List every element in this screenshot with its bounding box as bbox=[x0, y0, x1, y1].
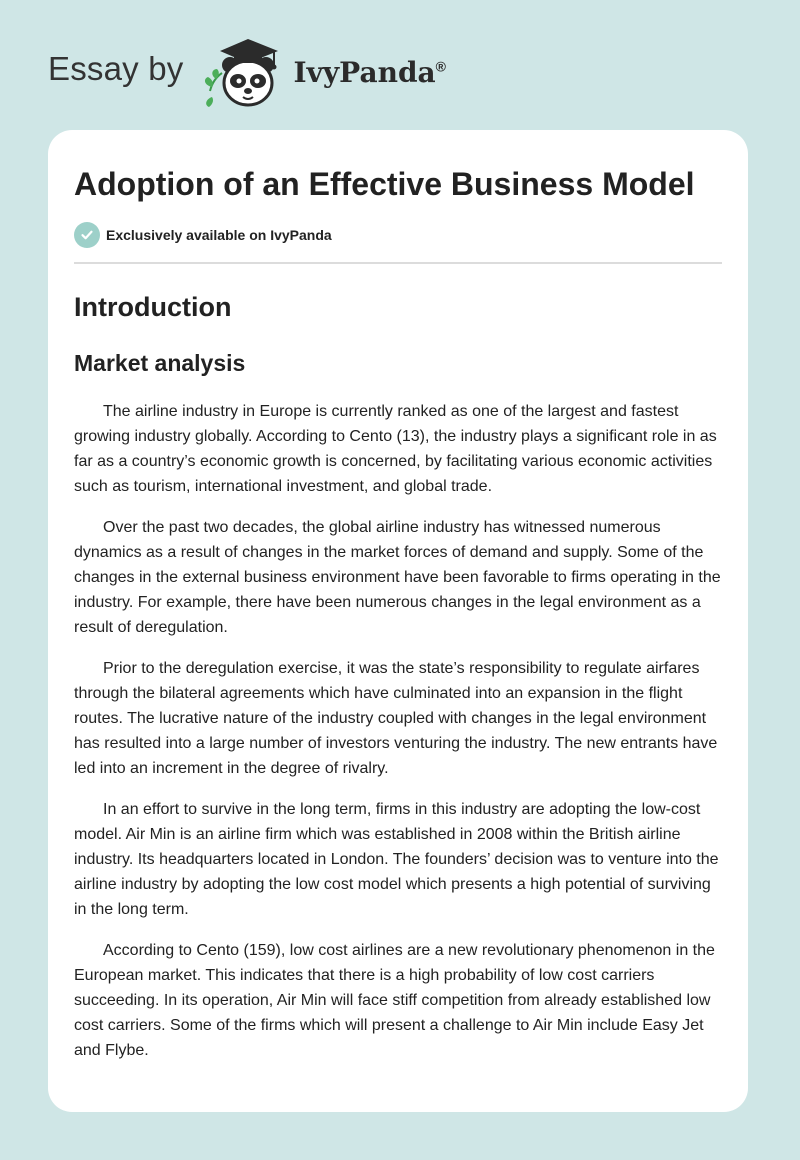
paragraph: Over the past two decades, the global airline industry has witnessed numerous dynamics as a result of changes in the market forces of demand and supply. Some of the changes in the external business environment have been favorable to firms operating in the industry. For example, there have been numerous changes in the legal environment as a result of deregulation. bbox=[74, 519, 721, 636]
check-circle-icon bbox=[74, 222, 100, 248]
paragraph: The airline industry in Europe is currently ranked as one of the largest and fastest growing industry globally. According to Cento (13), the industry plays a significant role in as far as a country’s economic growth is concerned, by facilitating various economic activities such as tourism, international investment, and global trade. bbox=[74, 403, 717, 495]
brand-header[interactable] bbox=[48, 34, 446, 114]
paragraph: Prior to the deregulation exercise, it was the state’s responsibility to regulate airfares through the bilateral agreements which have culminated into an expansion in the flight routes. The lucrative nature of the industry coupled with changes in the legal environment has resulted into a large number of investors venturing the industry. The new entrants have led into an increment in the degree of rivalry. bbox=[74, 660, 718, 777]
badge-text: Exclusively available on IvyPanda bbox=[106, 227, 332, 243]
section-heading: Introduction bbox=[74, 292, 232, 322]
registered-mark: ® bbox=[435, 58, 446, 75]
brand-name bbox=[294, 56, 447, 89]
paragraph: According to Cento (159), low cost airlines are a new revolutionary phenomenon in the European market. This indicates that there is a high probability of low cost carriers succeeding. In its operation, Air Min will face stiff competition from already established low cost carriers. Some of the firms which will present a challenge to Air Min include Easy Jet and Flybe. bbox=[74, 942, 715, 1059]
paragraph: In an effort to survive in the long term, firms in this industry are adopting the low-cost model. Air Min is an airline firm which was established in 2008 within the British airline industry. Its headquarters located in London. The founders’ decision was to venture into the airline industry by adopting the low cost model which presents a high potential of surviving in the long term. bbox=[74, 801, 719, 918]
ivypanda-logo-icon bbox=[200, 31, 292, 113]
divider bbox=[74, 262, 722, 264]
brand-prefix: Essay by bbox=[48, 50, 184, 87]
essay-title: Adoption of an Effective Business Model bbox=[74, 166, 695, 202]
subsection-heading: Market analysis bbox=[74, 350, 246, 376]
essay-card bbox=[48, 130, 748, 1112]
exclusive-badge bbox=[74, 222, 722, 248]
brand-name-text: IvyPanda bbox=[293, 55, 436, 89]
